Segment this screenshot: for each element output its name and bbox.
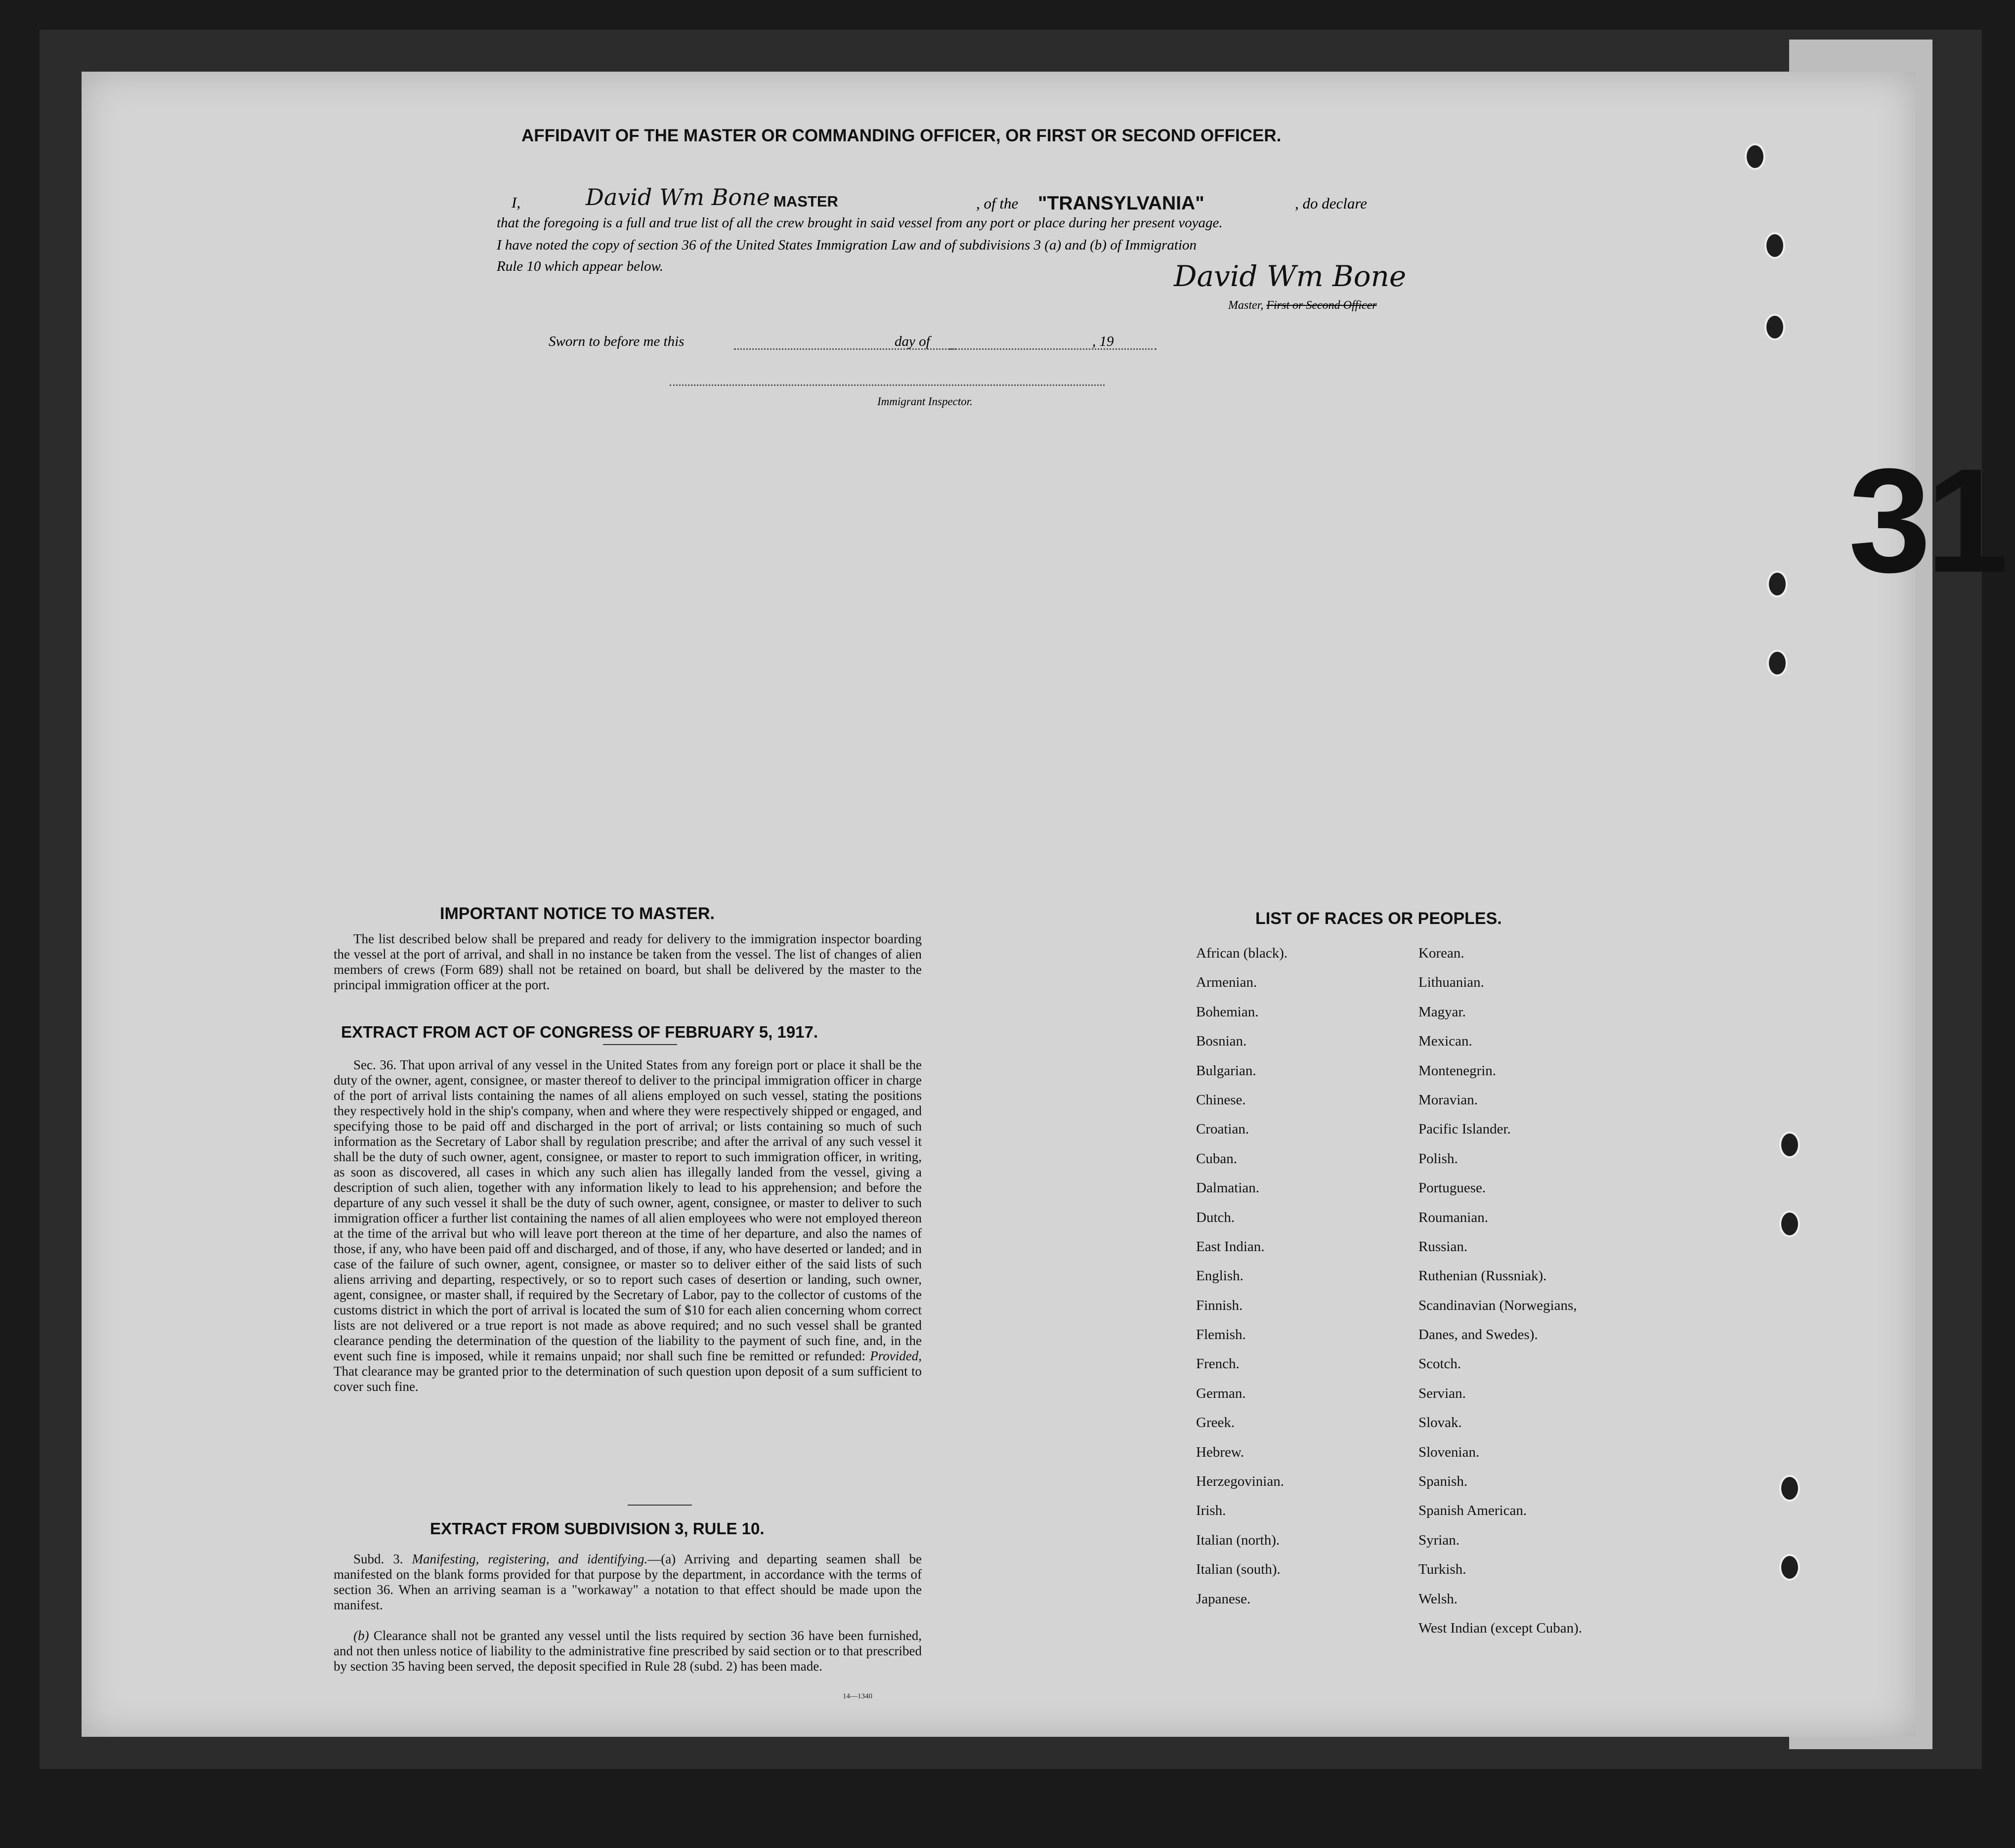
race-entry: Scotch. <box>1418 1356 1461 1372</box>
subd-b-body: Clearance shall not be granted any vessel until the lists required by section 36 have been furnished, and not then unless notice of liability to the administrative fine prescribed by said section or to that prescribed by section 35 having been served, the deposit specified in Rule 28 (subd. 2) has been made. <box>334 1628 922 1674</box>
race-entry: Japanese. <box>1196 1591 1251 1607</box>
binder-hole <box>1764 232 1785 259</box>
signature-caption-master: Master, <box>1228 299 1264 312</box>
master-label: MASTER <box>773 193 838 210</box>
subd-b-label: (b) <box>353 1628 369 1643</box>
title-underline <box>603 1044 677 1045</box>
race-entry: Chinese. <box>1196 1092 1246 1108</box>
race-entry: Scandinavian (Norwegians, <box>1418 1297 1577 1313</box>
race-entry: Spanish American. <box>1418 1503 1527 1519</box>
binder-hole <box>1764 314 1785 340</box>
race-entry: Ruthenian (Russniak). <box>1418 1268 1547 1284</box>
race-entry: East Indian. <box>1196 1238 1265 1255</box>
race-entry: Lithuanian. <box>1418 974 1484 991</box>
race-entry: West Indian (except Cuban). <box>1418 1620 1583 1636</box>
master-signature: David Wm Bone <box>1174 259 1407 293</box>
race-entry: Italian (south). <box>1196 1561 1281 1578</box>
inspector-line <box>670 384 1105 386</box>
affidavit-line-3: I have noted the copy of section 36 of the United States Immigration Law and of subdivisions 3 (a) and (b) of Immigration <box>497 237 1197 253</box>
races-left-column <box>1196 939 1287 1614</box>
of-the-label: , of the <box>976 195 1019 212</box>
race-entry: English. <box>1196 1268 1243 1284</box>
race-entry: Slovenian. <box>1418 1444 1480 1460</box>
year-label: , 19 <box>1092 334 1114 349</box>
inspector-label: Immigrant Inspector. <box>877 395 973 408</box>
sworn-label: Sworn to before me this <box>549 334 685 349</box>
binder-hole <box>1767 650 1788 676</box>
race-entry: Bulgarian. <box>1196 1062 1256 1079</box>
i-label: I, <box>512 194 521 211</box>
form-number: 14—1340 <box>843 1692 872 1700</box>
race-entry: German. <box>1196 1385 1246 1401</box>
race-entry: Hebrew. <box>1196 1444 1244 1460</box>
race-entry: Syrian. <box>1418 1532 1459 1548</box>
notice-title: IMPORTANT NOTICE TO MASTER. <box>440 904 715 923</box>
section-36-text <box>334 1057 922 1394</box>
signature-caption <box>1228 299 1377 312</box>
affidavit-title: AFFIDAVIT OF THE MASTER OR COMMANDING OFFICER, OR FIRST OR SECOND OFFICER. <box>521 126 1282 145</box>
binder-hole <box>1767 571 1788 597</box>
race-entry: Italian (north). <box>1196 1532 1280 1548</box>
race-entry: Cuban. <box>1196 1150 1237 1167</box>
race-entry: Croatian. <box>1196 1121 1249 1137</box>
race-entry: Turkish. <box>1418 1561 1466 1578</box>
page-number: 31 <box>1848 437 2004 603</box>
race-entry: Roumanian. <box>1418 1209 1488 1225</box>
race-entry: Montenegrin. <box>1418 1062 1497 1079</box>
race-entry: Korean. <box>1418 945 1464 961</box>
race-entry: Magyar. <box>1418 1004 1466 1020</box>
section-divider <box>628 1505 692 1506</box>
race-entry: Servian. <box>1418 1385 1466 1401</box>
race-entry: Finnish. <box>1196 1297 1243 1313</box>
race-entry: Pacific Islander. <box>1418 1121 1511 1137</box>
race-entry: African (black). <box>1196 945 1288 961</box>
subd-a-body: —(a) Arriving and departing seamen shall be manifested on the blank forms provided for that purpose by the department, in accordance with the terms of section 36. When an arriving seaman is a "workaway" a notation to that effect should be made upon the manifest. <box>334 1552 922 1612</box>
sec-label: Sec. 36. <box>353 1057 397 1072</box>
race-entry: Bohemian. <box>1196 1004 1259 1020</box>
binder-hole <box>1779 1132 1800 1158</box>
race-entry: French. <box>1196 1356 1240 1372</box>
binder-hole <box>1745 143 1765 170</box>
race-entry: Portuguese. <box>1418 1180 1486 1196</box>
sec-body: That upon arrival of any vessel in the United States from any foreign port or place it shall be the duty of the owner, agent, consignee, or master thereof to deliver to the principal immigration officer in charge of the port of arrival lists containing the names of all aliens employed on such vessel, stating the positions they respectively hold in the ship's company, when and where they were respectively shipped or engaged, and specifying those to be paid off and discharged in the port of arrival; or lists containing so much of such information as the Secretary of Labor shall by regulation prescribe; and after the arrival of any such vessel it shall be the duty of such owner, agent, consignee, or master to report to such immigration officer, in writing, as soon as discovered, all cases in which any such alien has illegally landed from the vessel, giving a description of such alien, together with any information likely to lead to his apprehension; and before the departure of any such vessel it shall be the duty of such owner, agent, consignee, or master to deliver to such immigration officer a further list containing the names of all alien employees who were not employed thereon at the time of the arrival but who will leave port thereon at the time of her departure, and also the names of those, if any, who have been paid off and discharged, and of those, if any, who have deserted or landed; and in case of the failure of such owner, agent, consignee, or master so to deliver either of the said lists of such aliens arriving and departing, respectively, or so to report such cases of desertion or landing, such owner, agent, consignee, or master shall, if required by the Secretary of Labor, pay to the collector of customs of the customs district in which the port of arrival is located the sum of $10 for each alien concerning whom correct lists are not delivered or a true report is not made as above required; and no such vessel shall be granted clearance pending the determination of the question of the liability to the payment of such fine, and, in the event such fine is imposed, while it remains unpaid; nor shall such fine be remitted or refunded: <box>334 1057 922 1363</box>
sec-body-end: That clearance may be granted prior to the determination of such question upon deposit of a sum sufficient to cover such fine. <box>334 1364 922 1394</box>
race-entry: Welsh. <box>1418 1591 1458 1607</box>
race-entry: Irish. <box>1196 1503 1226 1519</box>
race-entry: Spanish. <box>1418 1473 1468 1490</box>
inline-signature: David Wm Bone <box>586 184 770 210</box>
race-entry: Danes, and Swedes). <box>1418 1327 1538 1343</box>
races-right-column <box>1418 939 1582 1643</box>
race-entry: Herzegovinian. <box>1196 1473 1284 1490</box>
month-line <box>949 348 1157 350</box>
notice-text: The list described below shall be prepared and ready for delivery to the immigration inspector boarding the vessel at the port of arrival, and shall in no instance be taken from the vessel. The list of changes of alien members of crews (Form 689) shall not be retained on board, but shall be delivered by the master to the principal immigration officer at the port. <box>334 931 922 992</box>
affidavit-line-4: Rule 10 which appear below. <box>497 258 663 274</box>
race-entry: Moravian. <box>1418 1092 1478 1108</box>
binder-hole <box>1779 1211 1800 1237</box>
affidavit-line-2: that the foregoing is a full and true list of all the crew brought in said vessel from any port or place during her present voyage. <box>497 215 1223 231</box>
do-declare-label: , do declare <box>1295 195 1368 212</box>
race-entry: Dutch. <box>1196 1209 1235 1225</box>
races-title: LIST OF RACES OR PEOPLES. <box>1255 909 1502 928</box>
race-entry: Slovak. <box>1418 1415 1462 1431</box>
subdivision-b-text <box>334 1628 922 1674</box>
extract-rule-title: EXTRACT FROM SUBDIVISION 3, RULE 10. <box>430 1519 765 1538</box>
subdivision-a-text <box>334 1552 922 1613</box>
extract-act-title: EXTRACT FROM ACT OF CONGRESS OF FEBRUARY 5, 1917. <box>341 1023 818 1041</box>
binder-hole <box>1779 1475 1800 1502</box>
vessel-name: "TRANSYLVANIA" <box>1038 193 1204 214</box>
race-entry: Greek. <box>1196 1415 1235 1431</box>
signature-caption-struck: First or Second Officer <box>1266 299 1377 312</box>
provided-word: Provided, <box>870 1348 922 1363</box>
document-sheet <box>82 72 1915 1737</box>
race-entry: Russian. <box>1418 1238 1468 1255</box>
race-entry: Mexican. <box>1418 1033 1472 1050</box>
race-entry: Polish. <box>1418 1150 1458 1167</box>
race-entry: Bosnian. <box>1196 1033 1247 1050</box>
subd-title: Manifesting, registering, and identifying. <box>412 1552 648 1566</box>
race-entry: Dalmatian. <box>1196 1180 1260 1196</box>
affidavit-line-1 <box>82 184 1564 217</box>
race-entry: Flemish. <box>1196 1327 1246 1343</box>
race-entry: Armenian. <box>1196 974 1257 991</box>
binder-hole <box>1779 1554 1800 1581</box>
day-of-label: day of <box>895 334 930 349</box>
subd-label: Subd. 3. <box>353 1552 403 1566</box>
